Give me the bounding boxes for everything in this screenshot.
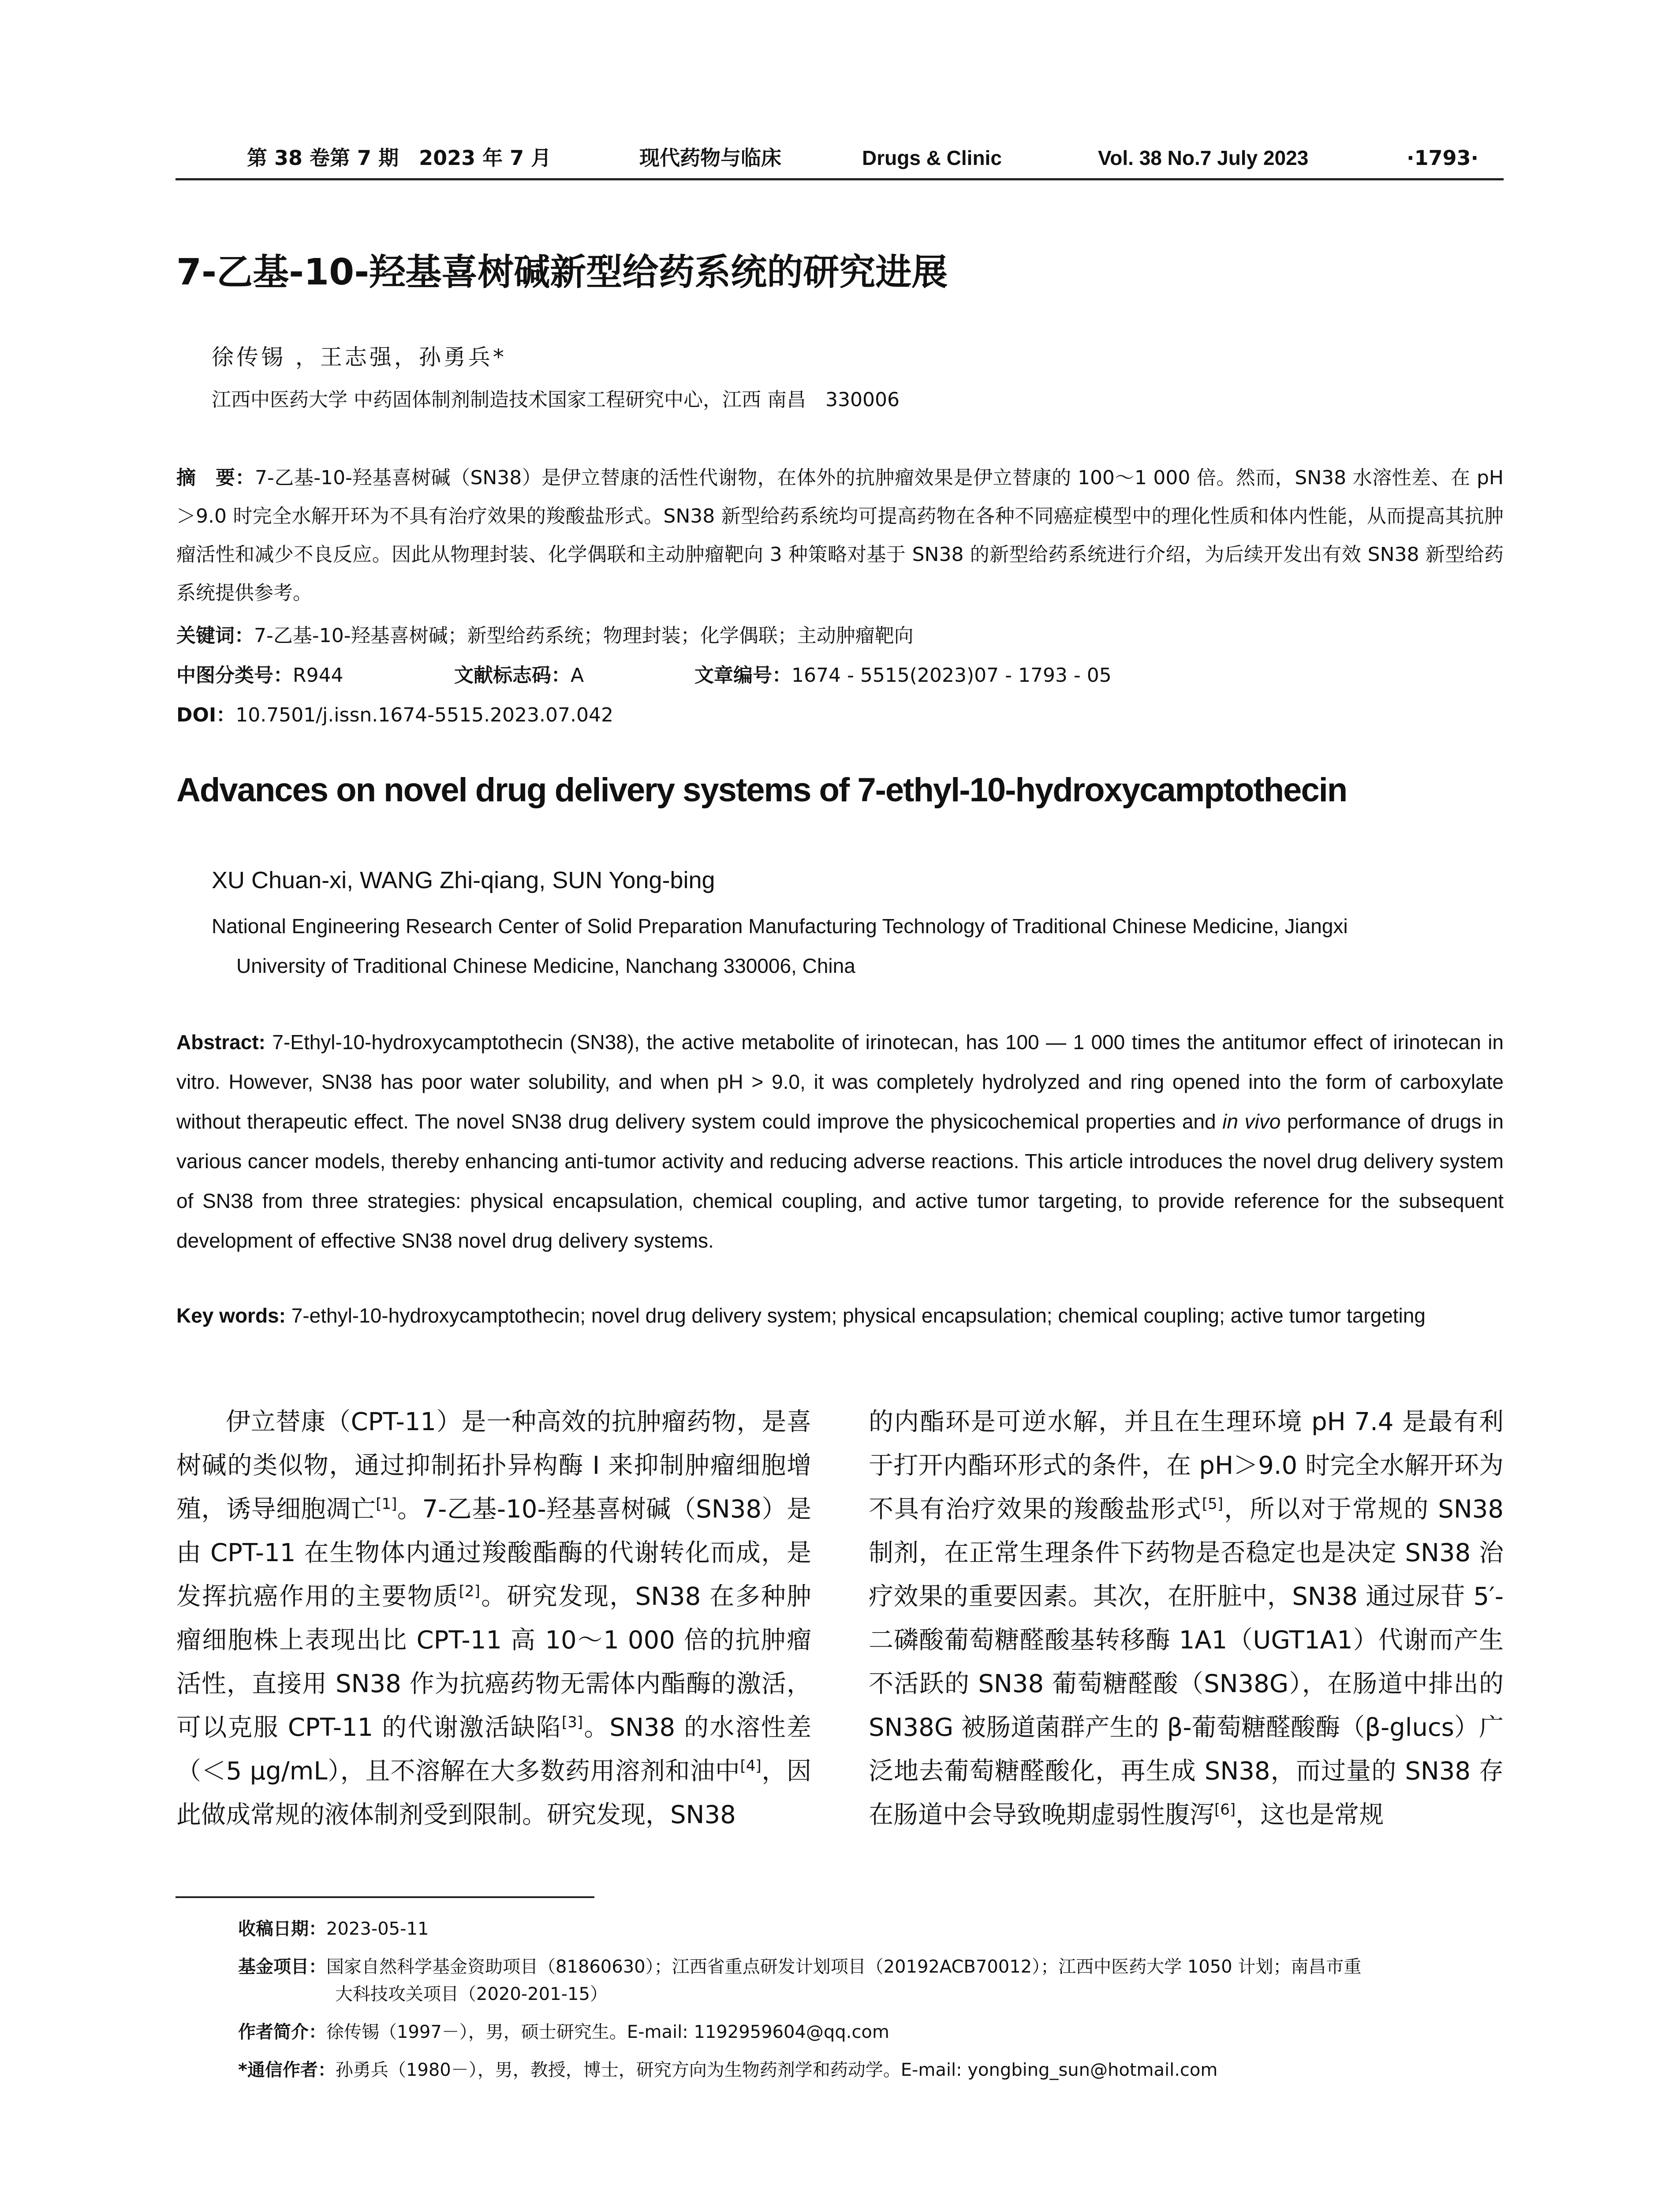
doc-code bbox=[454, 659, 584, 688]
keywords-en bbox=[176, 1296, 1504, 1335]
footnote-label: 收稿日期： bbox=[238, 1919, 326, 1939]
citation-ref: [6] bbox=[1214, 1801, 1236, 1819]
footnote-label: *通信作者： bbox=[238, 2060, 336, 2080]
header-rule bbox=[175, 178, 1504, 180]
classification-line bbox=[176, 659, 343, 688]
footnote-label: 作者简介： bbox=[238, 2022, 326, 2042]
footnote-received bbox=[238, 1915, 1499, 1943]
keywords-en-label: Key words: bbox=[176, 1304, 286, 1327]
affiliation-en-line1: National Engineering Research Center of Solid Preparation Manufacturing Technology of Traditional Chinese Medicine, Jiangxi bbox=[212, 915, 1348, 938]
body-text: 。研究发现，SN38 在多种肿瘤细胞株上表现出比 CPT-11 高 10～1 000 倍的抗肿瘤活性，直接用 SN38 作为抗癌药物无需体内酯酶的激活，可以克服 CPT-11 的代谢激活缺陷 bbox=[176, 1582, 812, 1742]
affiliation-en bbox=[212, 906, 1517, 986]
affiliation-cn: 江西中医药大学 中药固体制剂制造技术国家工程研究中心，江西 南昌 330006 bbox=[212, 389, 900, 411]
footnote-corresponding bbox=[238, 2056, 1499, 2084]
abstract-cn bbox=[176, 459, 1504, 612]
footnote-text: 国家自然科学基金资助项目（81860630）；江西省重点研发计划项目（20192ACB70012）；江西中医药大学 1050 计划；南昌市重 bbox=[326, 1957, 1362, 1977]
doi-label: DOI： bbox=[176, 704, 236, 726]
body-column-left bbox=[176, 1400, 811, 1837]
body-text: 伊立替康（CPT-11）是一种高效的抗肿瘤药物，是喜树碱的类似物，通过抑制拓扑异构酶 I 来抑制肿瘤细胞增殖，诱导细胞凋亡 bbox=[176, 1408, 811, 1524]
body-paragraph bbox=[869, 1400, 1504, 1837]
footnote-text-cont: 大科技攻关项目（2020-201-15） bbox=[335, 1984, 608, 2004]
header-volume-en: Vol. 38 No.7 July 2023 bbox=[1098, 146, 1309, 169]
header-journal-en: Drugs & Clinic bbox=[862, 146, 1002, 169]
abstract-cn-text: 7-乙基-10-羟基喜树碱（SN38）是伊立替康的活性代谢物，在体外的抗肿瘤效果是伊立替康的 100～1 000 倍。然而，SN38 水溶性差、在 pH＞9.0 时完全水解开环为不具有治疗效果的羧酸盐形式。SN38 新型给药系统均可提高药物在各种不同癌症模型中的理化性质和体内性能，从而提高其抗肿瘤活性和减少不良反应。因此从物理封装、化学偶联和主动肿瘤靶向 3 种策略对基于 SN38 的新型给药系统进行介绍，为后续开发出有效 SN38 新型给药系统提供参考。 bbox=[176, 467, 1504, 604]
affiliation-en-line2: University of Traditional Chinese Medicine, Nanchang 330006, China bbox=[236, 954, 855, 977]
authors-cn: 徐传锡 ，王志强，孙勇兵* bbox=[212, 344, 507, 370]
footnote-label: 基金项目： bbox=[238, 1957, 326, 1977]
body-column-right bbox=[869, 1400, 1504, 1837]
article-no-value: 1674 - 5515(2023)07 - 1793 - 05 bbox=[791, 664, 1112, 687]
title-cn: 7-乙基-10-羟基喜树碱新型给药系统的研究进展 bbox=[176, 251, 948, 293]
body-text: ，因此做成常规的液体制剂受到限制。研究发现，SN38 bbox=[176, 1757, 811, 1829]
clc-value: R944 bbox=[293, 664, 343, 687]
header-page-number: ·1793· bbox=[1407, 146, 1478, 170]
keywords-cn-label: 关键词： bbox=[176, 624, 254, 647]
abstract-en-text-a: 7-Ethyl-10-hydroxycamptothecin (SN38), the active metabolite of irinotecan, has 100 — 1 000 times the antitumor effect of irinotecan in vitro. However, SN38 has poor water solubility, and when pH > 9.0, it was completely hydrolyzed and ring opened into the form of carboxylate without therapeutic effect. The novel SN38 drug delivery system could improve the physicochemical properties and bbox=[176, 1031, 1504, 1133]
clc-label: 中图分类号： bbox=[176, 664, 293, 687]
body-text: 。7-乙基-10-羟基喜树碱（SN38）是由 CPT-11 在生物体内通过羧酸酯酶的代谢转化而成，是发挥抗癌作用的主要物质 bbox=[176, 1495, 812, 1611]
keywords-cn-text: 7-乙基-10-羟基喜树碱；新型给药系统；物理封装；化学偶联；主动肿瘤靶向 bbox=[254, 624, 914, 647]
header-volume-cn: 第 38 卷第 7 期 2023 年 7 月 bbox=[247, 146, 552, 170]
footnote-text: 孙勇兵（1980－），男，教授，博士，研究方向为生物药剂学和药动学。E-mail: yongbing_sun@hotmail.com bbox=[335, 2060, 1218, 2080]
body-text: 的内酯环是可逆水解，并且在生理环境 pH 7.4 是最有利于打开内酯环形式的条件，在 pH＞9.0 时完全水解开环为不具有治疗效果的羧酸盐形式 bbox=[869, 1408, 1504, 1524]
citation-ref: [3] bbox=[561, 1713, 583, 1731]
citation-ref: [2] bbox=[459, 1582, 480, 1600]
doi-line bbox=[176, 699, 613, 727]
body-paragraph bbox=[176, 1400, 811, 1837]
article-number bbox=[694, 659, 1112, 688]
doc-code-label: 文献标志码： bbox=[454, 664, 571, 687]
citation-ref: [4] bbox=[740, 1757, 762, 1775]
body-text: ，所以对于常规的 SN38 制剂，在正常生理条件下药物是否稳定也是决定 SN38 治疗效果的重要因素。其次，在肝脏中，SN38 通过尿苷 5′-二磷酸葡萄糖醛酸基转移酶 1A1（UGT1A1）代谢而产生不活跃的 SN38 葡萄糖醛酸（SN38G），在肠道中排出的 SN38G 被肠道菌群产生的 β-葡萄糖醛酸酶（β-glucs）广泛地去葡萄糖醛酸化，再生成 SN38，而过量的 SN38 存在肠道中会导致晚期虚弱性腹泻 bbox=[869, 1495, 1504, 1829]
abstract-cn-label: 摘 要： bbox=[176, 467, 255, 489]
keywords-en-text: 7-ethyl-10-hydroxycamptothecin; novel drug delivery system; physical encapsulation; chemical coupling; active tumor targeting bbox=[291, 1304, 1426, 1327]
doi-value: 10.7501/j.issn.1674-5515.2023.07.042 bbox=[235, 704, 613, 726]
abstract-en-label: Abstract: bbox=[176, 1031, 265, 1054]
header-journal-cn: 现代药物与临床 bbox=[639, 146, 781, 170]
body-text: ，这也是常规 bbox=[1236, 1801, 1384, 1829]
footnote-text: 2023-05-11 bbox=[326, 1919, 429, 1939]
footnote-text: 徐传锡（1997－），男，硕士研究生。E-mail: 1192959604@qq.com bbox=[326, 2022, 889, 2042]
footnotes bbox=[238, 1915, 1499, 2084]
footnote-funding bbox=[238, 1953, 1499, 2008]
authors-en: XU Chuan-xi, WANG Zhi-qiang, SUN Yong-bing bbox=[212, 867, 715, 893]
footnote-rule bbox=[175, 1896, 594, 1898]
title-en: Advances on novel drug delivery systems of 7-ethyl-10-hydroxycamptothecin bbox=[176, 771, 1347, 809]
citation-ref: [5] bbox=[1202, 1495, 1224, 1513]
abstract-en bbox=[176, 1022, 1504, 1260]
abstract-en-text-b: performance of drugs in various cancer models, thereby enhancing anti-tumor activity and reducing adverse reactions. This article introduces the novel drug delivery system of SN38 from three strategies: physical encapsulation, chemical coupling, and active tumor targeting, to provide reference for the subsequent development of effective SN38 novel drug delivery systems. bbox=[176, 1110, 1504, 1252]
body-text: 。SN38 的水溶性差（＜5 μg/mL），且不溶解在大多数药用溶剂和油中 bbox=[176, 1713, 811, 1786]
footnote-author-bio bbox=[238, 2018, 1499, 2046]
citation-ref: [1] bbox=[376, 1495, 397, 1513]
abstract-en-italic: in vivo bbox=[1222, 1110, 1281, 1133]
keywords-cn bbox=[176, 620, 914, 648]
article-no-label: 文章编号： bbox=[694, 664, 791, 687]
doc-code-value: A bbox=[571, 664, 584, 687]
